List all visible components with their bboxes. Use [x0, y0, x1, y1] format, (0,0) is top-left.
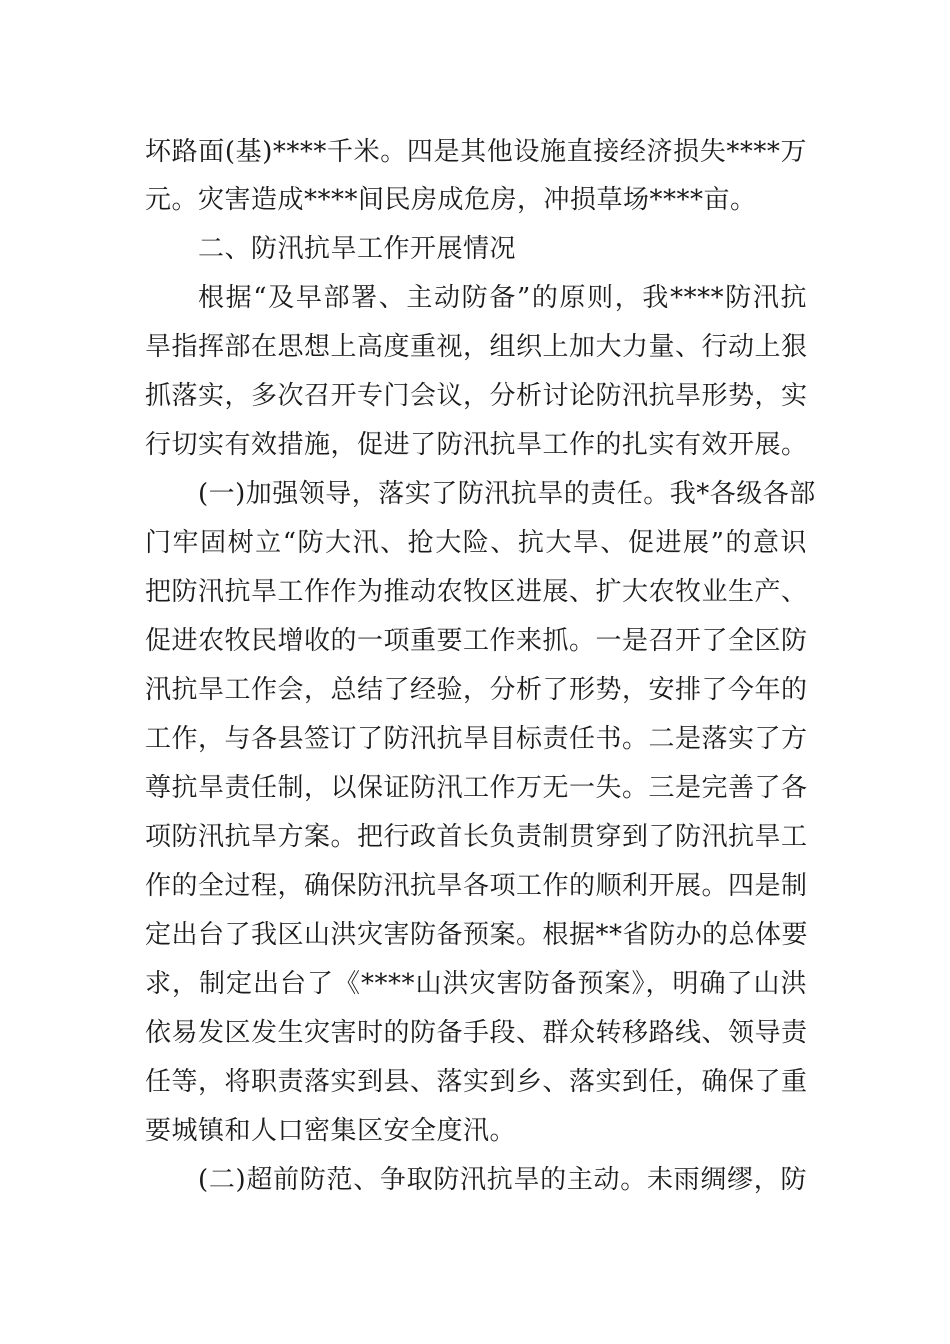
text-line-15: 项防汛抗旱方案。把行政首长负责制贯穿到了防汛抗旱工 — [145, 822, 808, 852]
text-line-18: 求，制定出台了《****山洪灾害防备预案》，明确了山洪 — [145, 969, 807, 999]
text-line-12: 汛抗旱工作会，总结了经验，分析了形势，安排了今年的 — [145, 675, 808, 705]
text-line-21: 要城镇和人口密集区安全度汛。 — [145, 1116, 517, 1146]
text-line-14: 尊抗旱责任制，以保证防汛工作万无一失。三是完善了各 — [145, 773, 808, 803]
text-line-13: 工作，与各县签订了防汛抗旱目标责任书。二是落实了方 — [145, 724, 808, 754]
text-line-9: 门牢固树立“防大汛、抢大险、抗大旱、促进展”的意识 — [145, 528, 807, 558]
text-line-10: 把防汛抗旱工作作为推动农牧区进展、扩大农牧业生产、 — [145, 577, 808, 607]
text-line-8: (一)加强领导，落实了防汛抗旱的责任。我*各级各部 — [198, 479, 816, 509]
text-line-17: 定出台了我区山洪灾害防备预案。根据**省防办的总体要 — [145, 920, 809, 950]
text-line-16: 作的全过程，确保防汛抗旱各项工作的顺利开展。四是制 — [145, 871, 808, 901]
text-line-5: 旱指挥部在思想上高度重视，组织上加大力量、行动上狠 — [145, 332, 808, 362]
text-line-2: 元。灾害造成****间民房成危房，冲损草场****亩。 — [145, 185, 757, 215]
text-line-22: (二)超前防范、争取防汛抗旱的主动。未雨绸缪，防 — [198, 1165, 807, 1195]
text-line-11: 促进农牧民增收的一项重要工作来抓。一是召开了全区防 — [145, 626, 808, 656]
section-heading-2: 二、防汛抗旱工作开展情况 — [198, 234, 517, 264]
text-line-20: 任等，将职责落实到县、落实到乡、落实到任，确保了重 — [145, 1067, 808, 1097]
text-line-4: 根据“及早部署、主动防备”的原则，我****防汛抗 — [198, 283, 807, 313]
text-line-19: 依易发区发生灾害时的防备手段、群众转移路线、领导责 — [145, 1018, 808, 1048]
text-line-7: 行切实有效措施，促进了防汛抗旱工作的扎实有效开展。 — [145, 430, 808, 460]
text-line-6: 抓落实，多次召开专门会议，分析讨论防汛抗旱形势，实 — [145, 381, 808, 411]
text-line-1: 坏路面(基)****千米。四是其他设施直接经济损失****万 — [145, 137, 807, 167]
